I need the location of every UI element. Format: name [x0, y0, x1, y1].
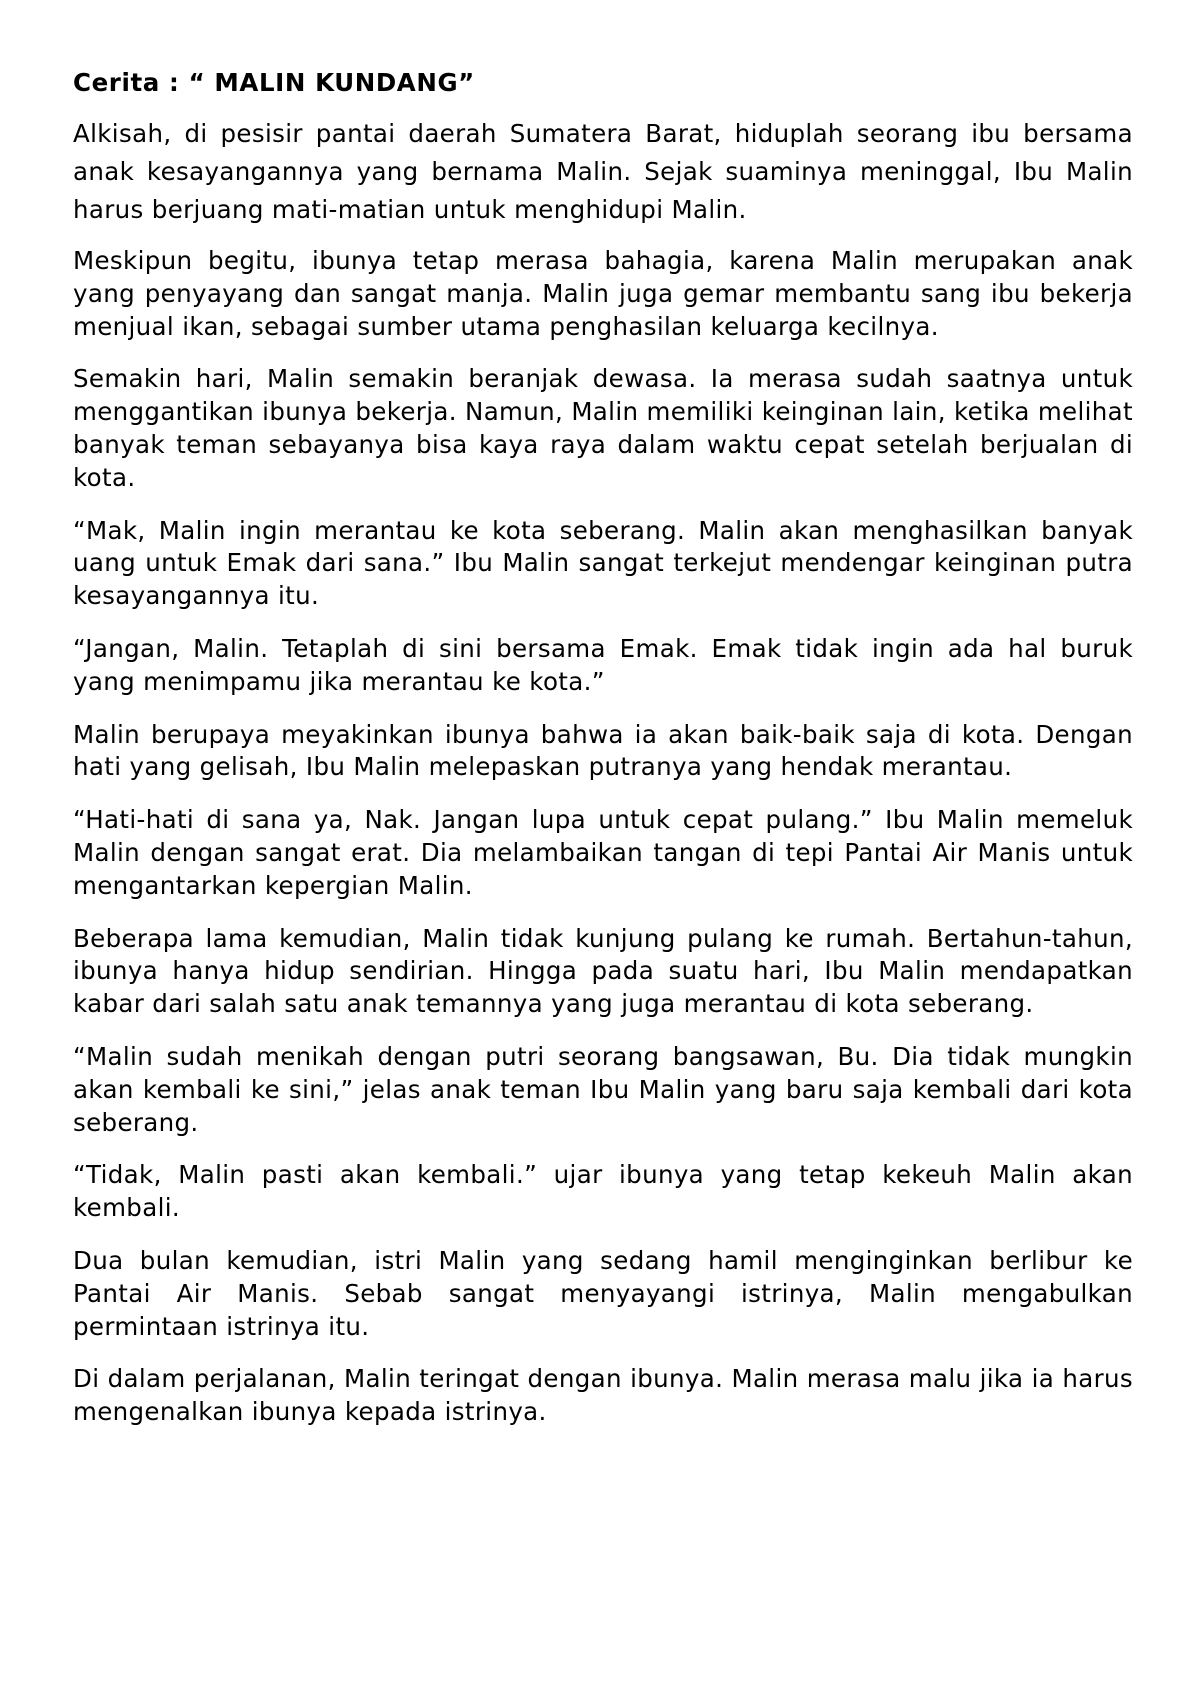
document-page	[73, 66, 1133, 1449]
paragraph: Alkisah, di pesisir pantai daerah Sumatera Barat, hiduplah seorang ibu bersama anak kesayangannya yang bernama Malin. Sejak suaminya meninggal, Ibu Malin harus berjuang mati-matian untuk menghidupi Malin.	[73, 119, 1133, 224]
paragraph: “Tidak, Malin pasti akan kembali.” ujar ibunya yang tetap kekeuh Malin akan kembali.	[73, 1160, 1133, 1223]
paragraph: Malin berupaya meyakinkan ibunya bahwa ia akan baik-baik saja di kota. Dengan hati yang gelisah, Ibu Malin melepaskan putranya yang hendak merantau.	[73, 719, 1133, 782]
paragraph: Beberapa lama kemudian, Malin tidak kunjung pulang ke rumah. Bertahun-tahun, ibunya hanya hidup sendirian. Hingga pada suatu hari, Ibu Malin mendapatkan kabar dari salah satu anak temannya yang juga merantau di kota seberang.	[73, 923, 1133, 1019]
paragraph: “Jangan, Malin. Tetaplah di sini bersama Emak. Emak tidak ingin ada hal buruk yang menimpamu jika merantau ke kota.”	[73, 633, 1133, 696]
paragraph: Semakin hari, Malin semakin beranjak dewasa. Ia merasa sudah saatnya untuk menggantikan ibunya bekerja. Namun, Malin memiliki keinginan lain, ketika melihat banyak teman sebayanya bisa kaya raya dalam waktu cepat setelah berjualan di kota.	[73, 364, 1133, 492]
paragraph: Di dalam perjalanan, Malin teringat dengan ibunya. Malin merasa malu jika ia harus mengenalkan ibunya kepada istrinya.	[73, 1364, 1133, 1427]
story-title: Cerita : “ MALIN KUNDANG”	[73, 68, 475, 97]
paragraph: Dua bulan kemudian, istri Malin yang sedang hamil menginginkan berlibur ke Pantai Air Manis. Sebab sangat menyayangi istrinya, Malin mengabulkan permintaan istrinya itu.	[73, 1245, 1133, 1341]
paragraph: “Hati-hati di sana ya, Nak. Jangan lupa untuk cepat pulang.” Ibu Malin memeluk Malin dengan sangat erat. Dia melambaikan tangan di tepi Pantai Air Manis untuk mengantarkan kepergian Malin.	[73, 805, 1133, 900]
paragraph: “Malin sudah menikah dengan putri seorang bangsawan, Bu. Dia tidak mungkin akan kembali ke sini,” jelas anak teman Ibu Malin yang baru saja kembali dari kota seberang.	[73, 1041, 1133, 1137]
paragraph: Meskipun begitu, ibunya tetap merasa bahagia, karena Malin merupakan anak yang penyayang dan sangat manja. Malin juga gemar membantu sang ibu bekerja menjual ikan, sebagai sumber utama penghasilan keluarga kecilnya.	[73, 246, 1133, 341]
paragraph: “Mak, Malin ingin merantau ke kota seberang. Malin akan menghasilkan banyak uang untuk Emak dari sana.” Ibu Malin sangat terkejut mendengar keinginan putra kesayangannya itu.	[73, 515, 1133, 611]
